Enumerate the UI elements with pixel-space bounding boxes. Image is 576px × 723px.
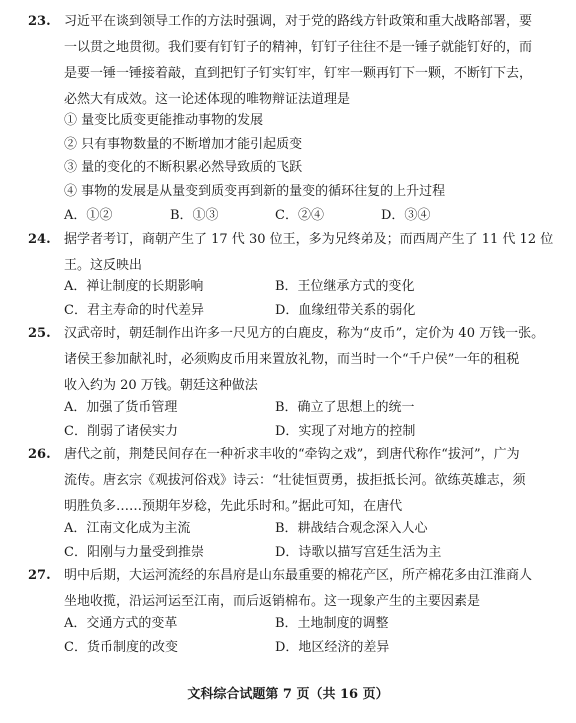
question-27-line-1: 27. 明中后期，大运河流经的东昌府是山东最重要的棉花产区，所产棉花多由江淮商人 xyxy=(28,568,533,583)
question-25-line-1: 25. 汉武帝时，朝廷制作出许多一尺见方的白鹿皮，称为“皮币”，定价为 40 万钱一张。 xyxy=(28,326,545,341)
question-27-line-2: 坐地收揽，沿运河运至江南，而后返销棉布。这一现象产生的主要因素是 xyxy=(64,594,481,609)
question-24-line-1: 24. 据学者考订，商朝产生了 17 代 30 位王，多为兄终弟及；而西周产生了 11 代 12 位 xyxy=(28,232,554,247)
option-a: A．江南文化成为主流 xyxy=(64,521,191,536)
option-a: A．加强了货币管理 xyxy=(64,400,178,415)
option-c: C．削弱了诸侯实力 xyxy=(64,424,178,439)
question-23-line-1: 23. 习近平在谈到领导工作的方法时强调，对于党的路线方针政策和重大战略部署，要 xyxy=(28,14,533,29)
option-b: B．土地制度的调整 xyxy=(275,616,389,631)
question-number: 25. xyxy=(28,326,51,341)
option-c: C．货币制度的改变 xyxy=(64,640,178,655)
option-a: A．禅让制度的长期影响 xyxy=(64,279,204,294)
question-25-line-3: 收入约为 20 万钱。朝廷这种做法 xyxy=(64,378,258,393)
option-d: D．地区经济的差异 xyxy=(275,640,390,655)
page-footer: 文科综合试题第 7 页（共 16 页） xyxy=(187,687,389,702)
option-b: B．确立了思想上的统一 xyxy=(275,400,415,415)
option-d: D．实现了对地方的控制 xyxy=(275,424,416,439)
statement-4: ④ 事物的发展是从量变到质变再到新的量变的循环往复的上升过程 xyxy=(64,184,446,199)
question-23-line-2: 一以贯之地贯彻。我们要有钉钉子的精神，钉钉子往往不是一锤子就能钉好的，而 xyxy=(64,40,533,55)
option-b: B．耕战结合观念深入人心 xyxy=(275,521,428,536)
option-b: B．王位继承方式的变化 xyxy=(275,279,415,294)
option-b: B．①③ xyxy=(170,208,219,223)
question-number: 27. xyxy=(28,568,51,583)
question-number: 23. xyxy=(28,14,51,29)
question-number: 26. xyxy=(28,447,51,462)
option-a: A．交通方式的变革 xyxy=(64,616,178,631)
option-d: D．血缘纽带关系的弱化 xyxy=(275,303,416,318)
option-c: C．阳刚与力量受到推崇 xyxy=(64,545,204,560)
question-23-line-4: 必然大有成效。这一论述体现的唯物辩证法道理是 xyxy=(64,92,351,107)
question-26-line-3: 明胜负多……预期年岁稔，先此乐时和。”据此可知，在唐代 xyxy=(64,499,403,514)
question-23-line-3: 是要一锤一锤接着敲，直到把钉子钉实钉牢，钉牢一颗再钉下一颗，不断钉下去， xyxy=(64,66,533,81)
question-25-line-2: 诸侯王参加献礼时，必须购皮币用来置放礼物，而当时一个“千户侯”一年的租税 xyxy=(64,352,520,367)
option-d: D．诗歌以描写宫廷生活为主 xyxy=(275,545,442,560)
statement-2: ② 只有事物数量的不断增加才能引起质变 xyxy=(64,137,303,152)
statement-1: ① 量变比质变更能推动事物的发展 xyxy=(64,113,264,128)
statement-3: ③ 量的变化的不断积累必然导致质的飞跃 xyxy=(64,160,303,175)
option-c: C．君主寿命的时代差异 xyxy=(64,303,204,318)
option-d: D．③④ xyxy=(381,208,431,223)
question-number: 24. xyxy=(28,232,51,247)
question-24-line-2: 王。这反映出 xyxy=(64,258,143,273)
question-26-line-2: 流传。唐玄宗《观拔河俗戏》诗云：“壮徒恒贾勇，拔拒抵长河。欲练英雄志，须 xyxy=(64,473,526,488)
option-c: C．②④ xyxy=(275,208,324,223)
question-26-line-1: 26. 唐代之前，荆楚民间存在一种祈求丰收的“牵钩之戏”，到唐代称作“拔河”，广为 xyxy=(28,447,520,462)
option-a: A．①② xyxy=(64,208,113,223)
